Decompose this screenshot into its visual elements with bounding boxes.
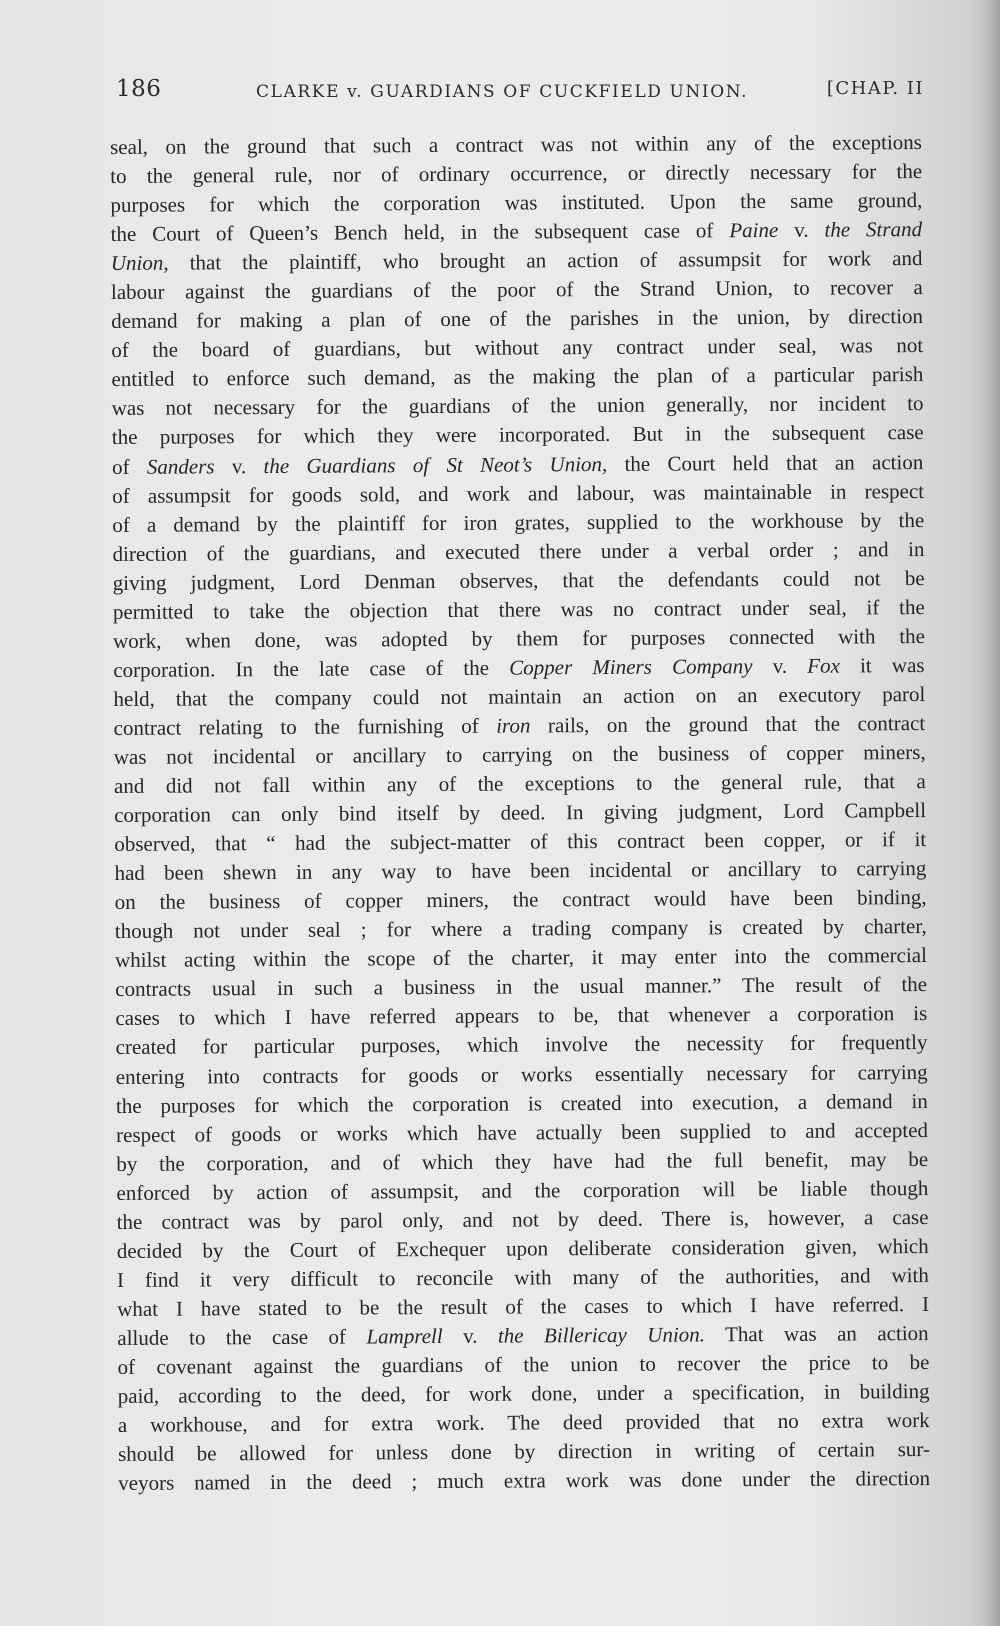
- text-segment: demand for making a plan of one of the parishes in the union, by direction: [111, 304, 924, 334]
- text-segment: cases to which I have referred appears to be, that whenever a corporation is: [115, 1001, 928, 1031]
- text-line: [116, 1174, 928, 1208]
- text-segment: it was: [839, 652, 925, 678]
- page-edge-shadow: [982, 0, 1000, 1626]
- text-line: [116, 1145, 928, 1179]
- text-segment: corporation can only bind itself by deed. In giving judgment, Lord Campbell: [114, 798, 927, 828]
- italic-text: the Guardians of St Neot’s Union,: [263, 451, 608, 478]
- text-segment: respect of goods or works which have actually been supplied to and accepted: [116, 1117, 929, 1147]
- text-segment: work, when done, was adopted by them for purposes connected with the: [113, 623, 926, 653]
- text-segment: had been shewn in any way to have been incidental or ancillary to carrying: [114, 856, 927, 886]
- text-line: [116, 1028, 928, 1062]
- text-segment: v.: [214, 453, 264, 478]
- text-segment: allude to the case of: [117, 1324, 367, 1350]
- text-segment: decided by the Court of Exchequer upon deliberate consideration given, which: [116, 1233, 929, 1263]
- text-segment: was not necessary for the guardians of the union generally, nor incident to: [111, 391, 924, 421]
- text-line: [112, 448, 924, 482]
- text-line: [112, 477, 924, 511]
- text-line: [113, 593, 925, 627]
- text-segment: though not under seal ; for where a trading company is created by charter,: [114, 914, 927, 944]
- text-segment: what I have stated to be the result of the cases to which I have referred. I: [117, 1291, 930, 1321]
- italic-text: Lamprell: [366, 1323, 443, 1349]
- text-segment: contracts usual in such a business in the usual manner.” The result of the: [115, 972, 928, 1002]
- italic-text: Fox: [807, 653, 840, 678]
- text-segment: purposes for which the corporation was instituted. Upon the same ground,: [110, 188, 923, 218]
- italic-text: Union,: [110, 250, 169, 276]
- text-segment: of: [111, 454, 147, 479]
- text-segment: of covenant against the guardians of the union to recover the price to be: [117, 1349, 930, 1379]
- text-line: [112, 506, 924, 540]
- text-segment: contract relating to the furnishing of: [113, 713, 497, 740]
- text-line: [112, 419, 924, 453]
- italic-text: Paine: [729, 218, 779, 243]
- text-segment: direction of the guardians, and executed there under a verbal order ; and in: [112, 536, 925, 566]
- text-line: [117, 1203, 929, 1237]
- text-segment: was not incidental or ancillary to carrying on the business of copper miners,: [113, 740, 926, 769]
- page-header: [116, 76, 924, 116]
- text-segment: entitled to enforce such demand, as the making the plan of a particular parish: [111, 362, 924, 392]
- text-segment: permitted to take the objection that there was no contract under seal, if the: [112, 594, 925, 624]
- text-line: [112, 535, 924, 569]
- text-segment: whilst acting within the scope of the charter, it may enter into the commercial: [114, 943, 927, 973]
- text-segment: paid, according to the deed, for work done, under a specification, in building: [117, 1379, 930, 1408]
- text-segment: v.: [778, 217, 825, 243]
- text-segment: v.: [442, 1323, 499, 1348]
- text-segment: the purposes for which the corporation is created into execution, a demand in: [115, 1088, 928, 1118]
- text-segment: of the board of guardians, but without any contract under seal, was not: [111, 333, 924, 363]
- text-line: [117, 1232, 929, 1266]
- text-segment: should be allowed for unless done by direction in writing of certain sur-: [117, 1437, 930, 1467]
- text-segment: and did not fall within any of the exceptions to the general rule, that a: [113, 769, 926, 799]
- text-segment: the Court held that an action: [607, 449, 924, 476]
- italic-text: Copper Miners Company: [509, 653, 753, 680]
- text-line: [113, 622, 925, 656]
- italic-text: the Billericay Union.: [497, 1322, 706, 1348]
- text-segment: the Court of Queen’s Bench held, in the subsequent case of: [110, 218, 730, 247]
- text-segment: a workhouse, and for extra work. The deed provided that no extra work: [117, 1408, 930, 1438]
- text-segment: entering into contracts for goods or works essentially necessary for carrying: [115, 1059, 928, 1089]
- italic-text: the Strand: [824, 217, 923, 242]
- text-segment: enforced by action of assumpsit, and the corporation will be liable though: [116, 1175, 929, 1205]
- text-segment: that the plaintiff, who brought an action of assumpsit for work and: [168, 246, 923, 275]
- text-segment: of assumpsit for goods sold, and work and labour, was maintainable in respect: [112, 478, 925, 508]
- page-number: 186: [116, 76, 162, 102]
- text-segment: seal, on the ground that such a contract was not within any of the exceptions: [110, 130, 923, 159]
- body-text: [110, 128, 930, 1498]
- text-line: [116, 1116, 928, 1150]
- text-segment: rails, on the ground that the contract: [530, 710, 926, 738]
- text-segment: That was an action: [704, 1320, 929, 1347]
- italic-text: iron: [496, 713, 531, 738]
- text-segment: the purposes for which they were incorporated. But in the subsequent case: [111, 420, 924, 450]
- running-head: CLARKE v. GUARDIANS OF CUCKFIELD UNION.: [256, 82, 749, 102]
- text-segment: of a demand by the plaintiff for iron grates, supplied to the workhouse by the: [112, 507, 925, 537]
- text-segment: created for particular purposes, which involve the necessity for frequently: [115, 1030, 928, 1060]
- text-line: [116, 1058, 928, 1092]
- text-segment: v.: [752, 653, 808, 678]
- italic-text: Sanders: [146, 453, 215, 479]
- text-segment: held, that the company could not maintain an action on an executory parol: [113, 681, 926, 711]
- text-segment: the contract was by parol only, and not by deed. There is, however, a case: [116, 1204, 929, 1234]
- text-line: [118, 1464, 930, 1498]
- text-segment: corporation. In the late case of the: [113, 655, 510, 682]
- text-line: [116, 1087, 928, 1121]
- text-segment: observed, that “ had the subject-matter of this contract been copper, or if it: [114, 827, 927, 857]
- text-segment: I find it very difficult to reconcile with many of the authorities, and with: [116, 1262, 929, 1292]
- text-segment: by the corporation, and of which they have had the full benefit, may be: [116, 1146, 929, 1176]
- text-segment: labour against the guardians of the poor of the Strand Union, to recover a: [110, 275, 923, 305]
- text-segment: to the general rule, nor of ordinary occurrence, or directly necessary for the: [110, 159, 923, 189]
- text-segment: giving judgment, Lord Denman observes, that the defendants could not be: [112, 565, 925, 595]
- text-segment: veyors named in the deed ; much extra work was done under the direction: [118, 1466, 931, 1496]
- text-line: [113, 564, 925, 598]
- chapter-label: [CHAP. II: [826, 78, 924, 99]
- text-segment: on the business of copper miners, the contract would have been binding,: [114, 885, 927, 915]
